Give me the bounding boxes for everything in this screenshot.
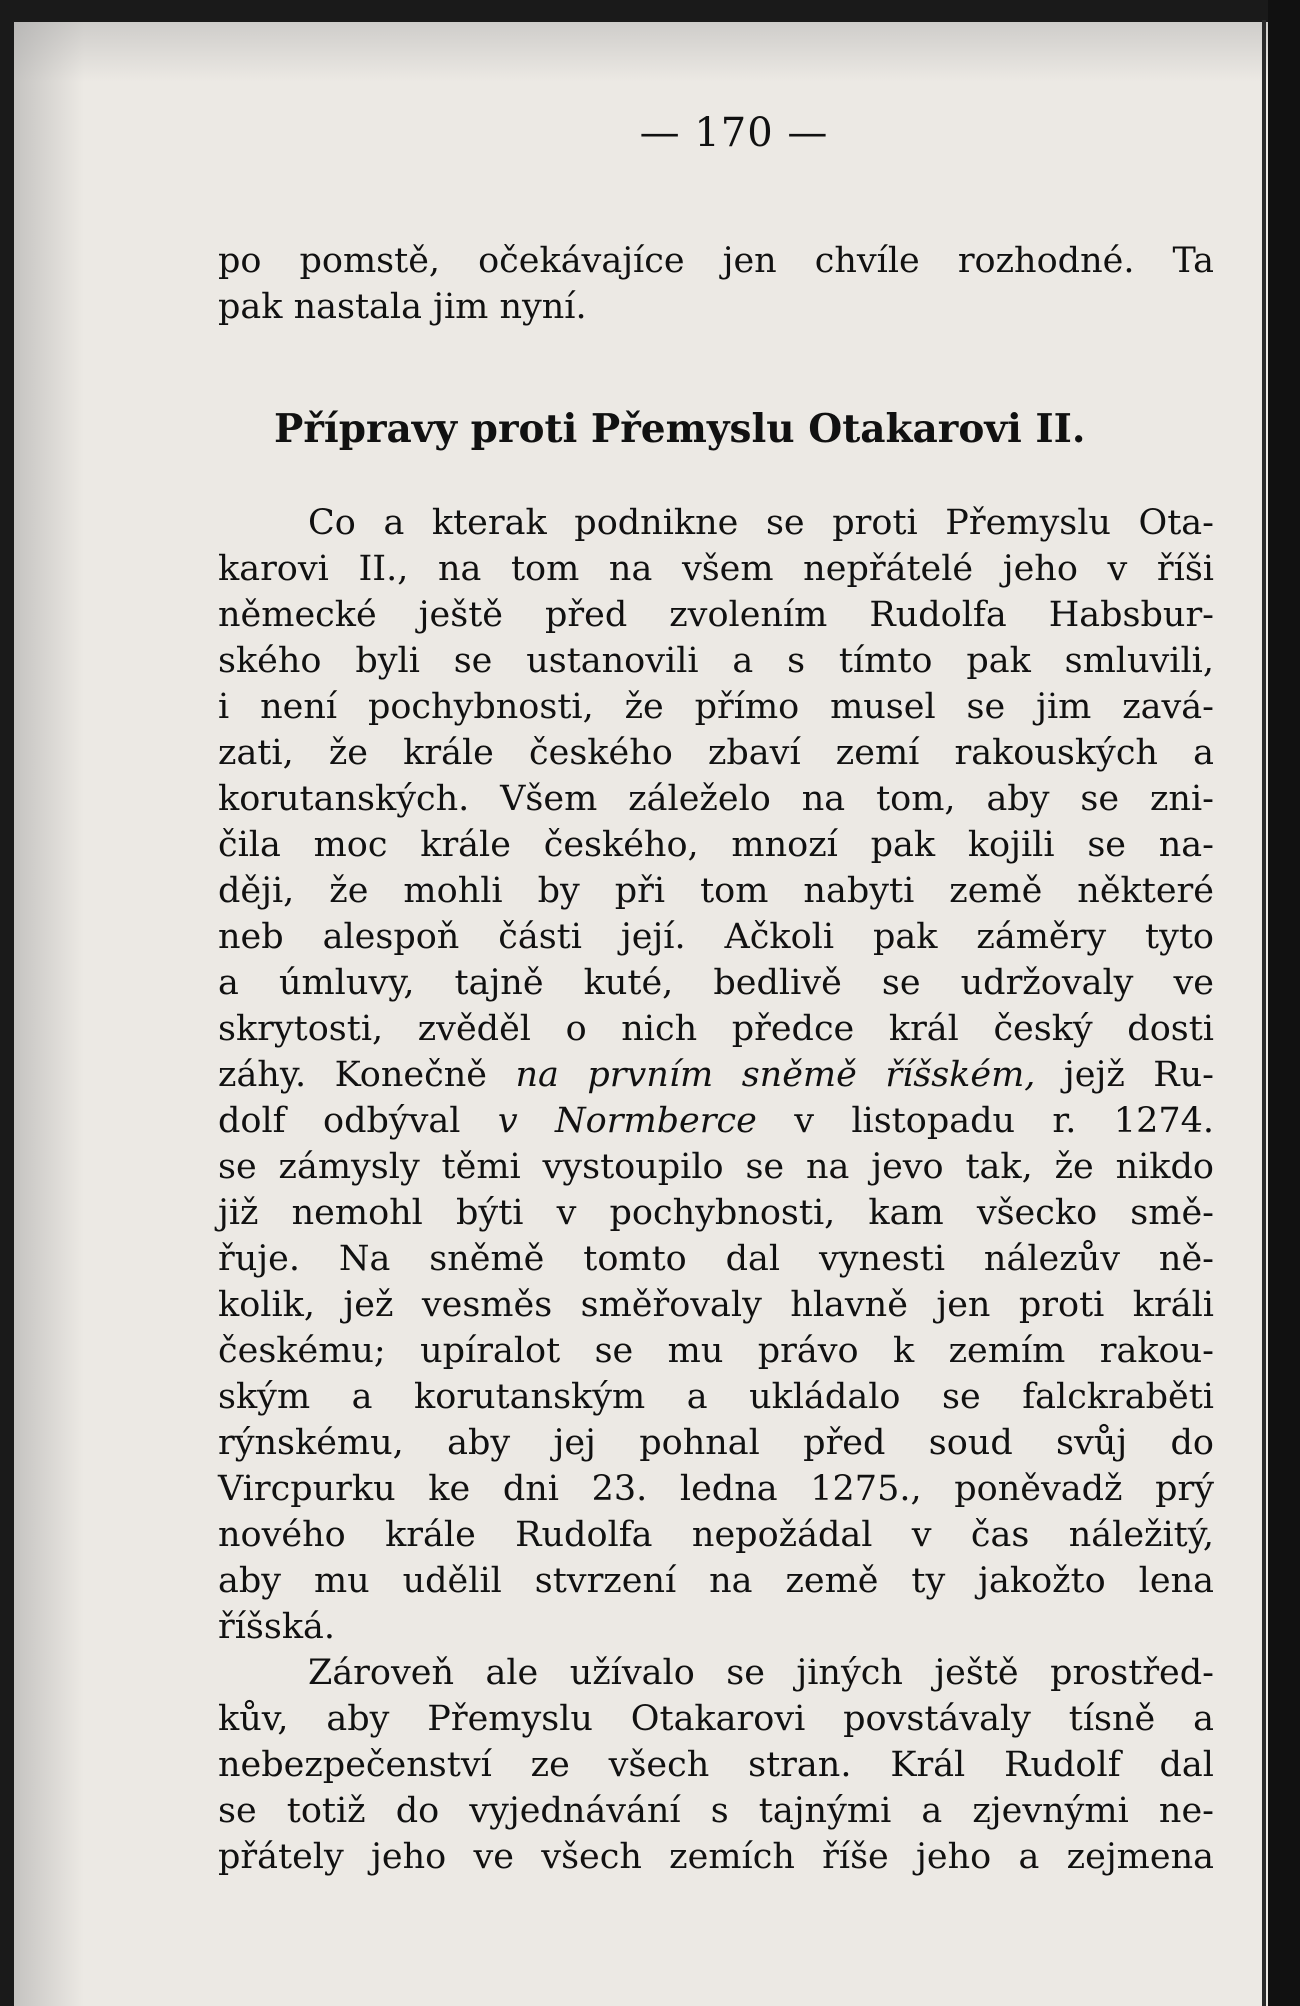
text-line: německé ještě před zvolením Rudolfa Habsbur- <box>218 595 1214 635</box>
text-line: Vircpurku ke dni 23. ledna 1275., poněvadž prý <box>218 1469 1214 1509</box>
text-line: a úmluvy, tajně kuté, bedlivě se udržovaly ve <box>218 963 1214 1003</box>
text-line: ským a korutanským a ukládalo se falckraběti <box>218 1377 1214 1417</box>
text-line: kův, aby Přemyslu Otakarovi povstávaly tísně a <box>218 1699 1214 1739</box>
text-line: již nemohl býti v pochybnosti, kam všecko smě- <box>218 1193 1214 1233</box>
text-line: skrytosti, zvěděl o nich předce král český dosti <box>218 1009 1214 1049</box>
text-run: jejž Ru- <box>1035 1055 1214 1095</box>
text-line: nového krále Rudolfa nepožádal v čas náležitý, <box>218 1515 1214 1555</box>
text-line: českému; upíralot se mu právo k zemím rakou- <box>218 1331 1214 1371</box>
text-line: se totiž do vyjednávání s tajnými a zjevnými ne- <box>218 1791 1214 1831</box>
text-line: rýnskému, aby jej pohnal před soud svůj do <box>218 1423 1214 1463</box>
text-line: korutanských. Všem záleželo na tom, aby se zni- <box>218 779 1214 819</box>
text-run: dolf odbýval <box>218 1101 498 1141</box>
text-line: po pomstě, očekávajíce jen chvíle rozhodné. Ta <box>218 241 1214 281</box>
page-edge-shadow <box>1268 0 1300 2006</box>
page-edge-line <box>1262 20 1266 2006</box>
section-heading: Přípravy proti Přemyslu Otakarovi II. <box>274 406 1086 452</box>
text-line-with-emphasis <box>218 1098 1214 1144</box>
text-line: Co a kterak podnikne se proti Přemyslu Ota- <box>308 503 1214 543</box>
italic-text-run: v Normberce <box>497 1101 757 1141</box>
text-line: pak nastala jim nyní. <box>218 287 587 327</box>
text-line: kolik, jež vesměs směřovaly hlavně jen proti králi <box>218 1285 1214 1325</box>
text-line: aby mu udělil stvrzení na země ty jakožto lena <box>218 1561 1214 1601</box>
text-line: Zároveň ale užívalo se jiných ještě prostřed- <box>308 1653 1214 1693</box>
page-number: — 170 — <box>639 110 829 156</box>
text-line: zati, že krále českého zbaví zemí rakouských a <box>218 733 1214 773</box>
text-line: čila moc krále českého, mnozí pak kojili se na- <box>218 825 1214 865</box>
text-line: ději, že mohli by při tom nabyti země některé <box>218 871 1214 911</box>
text-line: řuje. Na sněmě tomto dal vynesti nálezův ně- <box>218 1239 1214 1279</box>
text-line: přátely jeho ve všech zemích říše jeho a zejmena <box>218 1837 1214 1877</box>
text-line-with-emphasis <box>218 1052 1214 1098</box>
text-line: neb alespoň části její. Ačkoli pak záměry tyto <box>218 917 1214 957</box>
text-line: i není pochybnosti, že přímo musel se jim zavá- <box>218 687 1214 727</box>
text-line: říšská. <box>218 1607 336 1647</box>
text-line: karovi II., na tom na všem nepřátelé jeho v říši <box>218 549 1214 589</box>
text-line: nebezpečenství ze všech stran. Král Rudolf dal <box>218 1745 1214 1785</box>
text-line: se zámysly těmi vystoupilo se na jevo tak, že nikdo <box>218 1147 1214 1187</box>
text-line: ského byli se ustanovili a s tímto pak smluvili, <box>218 641 1214 681</box>
text-run: záhy. Konečně <box>218 1055 516 1095</box>
italic-text-run: na prvním sněmě říšském, <box>515 1055 1036 1095</box>
text-run: v listopadu r. 1274. <box>756 1101 1214 1141</box>
